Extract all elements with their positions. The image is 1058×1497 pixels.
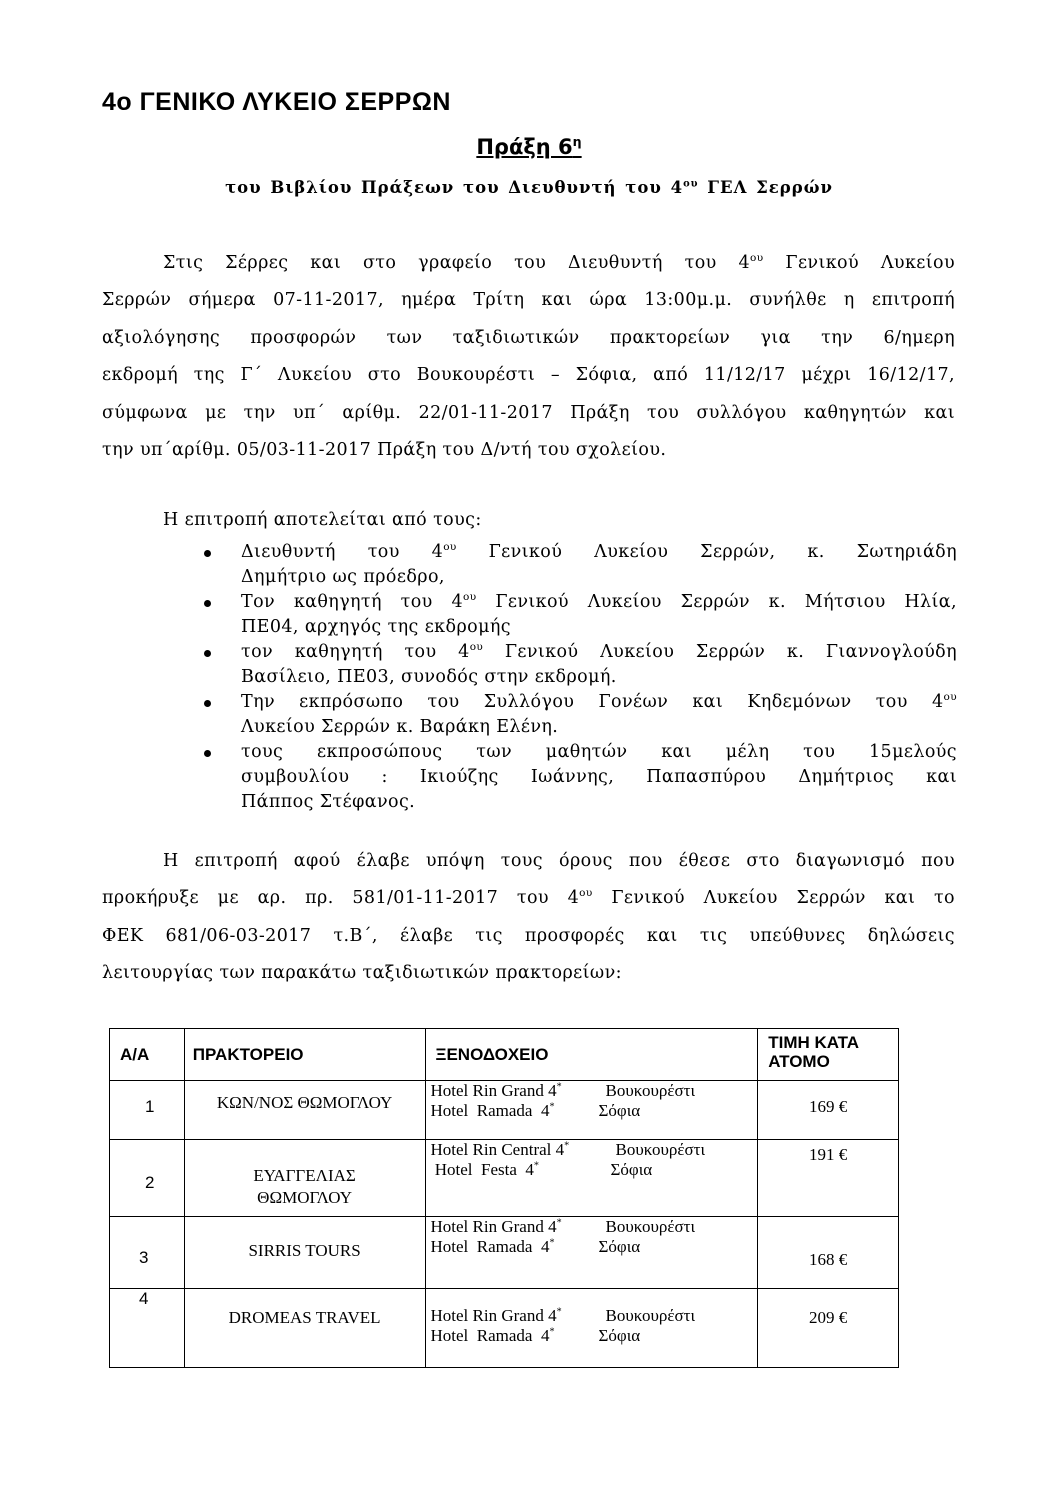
- superscript: ου: [463, 591, 477, 604]
- table-row: [110, 1081, 899, 1140]
- paragraph-line: Σερρών σήμερα 07-11-2017, ημέρα Τρίτη και ώρα 13:00μ.μ. συνήλθε η επιτροπή: [102, 290, 955, 311]
- price-value: 169 €: [809, 1097, 848, 1116]
- title-text: Πράξη 6: [476, 135, 573, 159]
- price-value: 209 €: [809, 1308, 848, 1327]
- subtitle-text-b: ΓΕΛ Σερρών: [698, 178, 833, 197]
- bullet-icon: [204, 740, 212, 765]
- hotel-line: [430, 1217, 696, 1236]
- agency-name: SIRRIS TOURS: [248, 1241, 361, 1260]
- bullet-icon: [204, 540, 212, 565]
- text-segment: Τον καθηγητή του 4: [241, 592, 464, 612]
- hotel-name: Hotel Rin Grand 4: [430, 1306, 557, 1325]
- superscript: ου: [750, 252, 764, 265]
- star-mark: *: [556, 1217, 562, 1229]
- cell-price: [758, 1081, 899, 1140]
- hotel-line: [430, 1237, 641, 1256]
- text-segment: Στις Σέρρες και στο γραφείο του Διευθυντή του 4: [163, 253, 751, 273]
- list-item: [206, 590, 957, 640]
- hotel-line: [430, 1160, 653, 1179]
- row-number: 1: [145, 1097, 155, 1116]
- cell-hotel: [425, 1081, 758, 1140]
- hotel-name: Hotel Rin Grand 4: [430, 1217, 557, 1236]
- star-mark: *: [556, 1081, 562, 1093]
- hotel-line: [430, 1101, 641, 1120]
- cell-agency: [184, 1081, 425, 1140]
- agency-name: ΚΩΝ/ΝΟΣ ΘΩΜΟΓΛΟΥ: [216, 1093, 393, 1112]
- list-line: συμβουλίου : Ικιούζης Ιωάννης, Παπασπύρου Δημήτριος και: [241, 767, 957, 787]
- table-row: [110, 1140, 899, 1217]
- header-hotel: ΞΕΝΟΔΟΧΕΙΟ: [425, 1029, 758, 1081]
- list-item: [206, 740, 957, 815]
- paragraph-line: σύμφωνα με την υπ΄ αρίθμ. 22/01-11-2017 Πράξη του συλλόγου καθηγητών και: [102, 402, 955, 423]
- text-segment: Γενικού Λυκείου Σερρών κ. Γιαννογλούδη: [483, 642, 957, 662]
- title-sup: η: [572, 134, 582, 149]
- table-row: [110, 1217, 899, 1289]
- cell-aa: [110, 1217, 185, 1289]
- agency-name: ΕΥΑΓΓΕΛΙΑΣ ΘΩΜΟΓΛΟΥ: [253, 1166, 356, 1207]
- bullet-icon: [204, 640, 212, 665]
- offers-table: [109, 1028, 899, 1368]
- cell-price: [758, 1140, 899, 1217]
- hotel-city: Βουκουρέστι: [605, 1306, 696, 1325]
- paragraph-line: ΦΕΚ 681/06-03-2017 τ.Β΄, έλαβε τις προσφορές και τις υπεύθυνες δηλώσεις: [102, 925, 955, 946]
- list-item: [206, 690, 957, 740]
- star-mark: *: [533, 1160, 540, 1172]
- hotel-city: Σόφια: [598, 1326, 641, 1345]
- cell-agency: [184, 1289, 425, 1368]
- table-header-row: [110, 1029, 899, 1081]
- text-segment: Γενικού Λυκείου Σερρών και το: [592, 888, 955, 909]
- superscript: ου: [469, 641, 484, 654]
- agency-name: DROMEAS TRAVEL: [228, 1308, 381, 1327]
- school-name: 4ο ΓΕΝΙΚΟ ΛΥΚΕΙΟ ΣΕΡΡΩΝ: [102, 88, 451, 116]
- row-number: 3: [139, 1248, 149, 1267]
- list-line: [241, 640, 957, 665]
- list-line: [241, 540, 957, 565]
- hotel-city: Βουκουρέστι: [605, 1217, 696, 1236]
- hotel-line: [430, 1306, 696, 1325]
- text-segment: Διευθυντή του 4: [241, 542, 444, 562]
- list-line: τους εκπροσώπους των μαθητών και μέλη του 15μελούς: [241, 742, 957, 762]
- superscript: ου: [579, 887, 593, 900]
- row-number: 4: [139, 1289, 149, 1308]
- subtitle-text-a: του Βιβλίου Πράξεων του Διευθυντή του 4: [225, 178, 684, 197]
- hotel-name: Hotel Rin Grand 4: [430, 1081, 557, 1100]
- cell-hotel: [425, 1217, 758, 1289]
- list-item: [206, 540, 957, 590]
- cell-price: [758, 1217, 899, 1289]
- hotel-line: [430, 1326, 641, 1345]
- cell-hotel: [425, 1289, 758, 1368]
- list-line: Δημήτριο ως πρόεδρο,: [241, 567, 445, 587]
- hotel-line: [430, 1081, 696, 1100]
- hotel-city: Σόφια: [610, 1160, 653, 1179]
- hotel-name: Hotel Ramada 4: [430, 1326, 550, 1345]
- list-line: Πάππος Στέφανος.: [241, 792, 416, 812]
- cell-price: [758, 1289, 899, 1368]
- hotel-name: Hotel Rin Central 4: [430, 1140, 565, 1159]
- hotel-name: Hotel Ramada 4: [430, 1101, 550, 1120]
- superscript: ου: [943, 691, 957, 704]
- cell-aa: [110, 1081, 185, 1140]
- hotel-city: Σόφια: [598, 1237, 641, 1256]
- paragraph-line: εκδρομή της Γ΄ Λυκείου στο Βουκουρέστι – Σόφια, από 11/12/17 μέχρι 16/12/17,: [102, 365, 955, 386]
- list-line: Λυκείου Σερρών κ. Βαράκη Ελένη.: [241, 717, 559, 737]
- list-item: [206, 640, 957, 690]
- cell-agency: [184, 1140, 425, 1217]
- paragraph-line: λειτουργίας των παρακάτω ταξιδιωτικών πρακτορείων:: [102, 963, 622, 984]
- hotel-city: Βουκουρέστι: [605, 1081, 696, 1100]
- star-mark: *: [564, 1140, 570, 1152]
- row-number: 2: [145, 1173, 155, 1192]
- paragraph-meeting: [102, 245, 955, 469]
- header-agency: ΠΡΑΚΤΟΡΕΙΟ: [184, 1029, 425, 1081]
- document-title: [0, 135, 1058, 159]
- bullet-icon: [204, 590, 212, 615]
- hotel-name: Hotel Ramada 4: [430, 1237, 550, 1256]
- superscript: ου: [443, 541, 457, 554]
- header-price: ΤΙΜΗ ΚΑΤΑ ΑΤΟΜΟ: [758, 1029, 899, 1081]
- table-row: [110, 1289, 899, 1368]
- cell-aa: [110, 1140, 185, 1217]
- committee-list: [206, 540, 957, 815]
- hotel-city: Σόφια: [598, 1101, 641, 1120]
- paragraph-line: [102, 245, 955, 282]
- text-segment: προκήρυξε με αρ. πρ. 581/01-11-2017 του 4: [102, 888, 580, 909]
- text-segment: Την εκπρόσωπο του Συλλόγου Γονέων και Κηδεμόνων του 4: [241, 692, 944, 712]
- committee-intro: Η επιτροπή αποτελείται από τους:: [163, 510, 482, 530]
- cell-aa: [110, 1289, 185, 1368]
- hotel-city: Βουκουρέστι: [615, 1140, 706, 1159]
- list-line: ΠΕ04, αρχηγός της εκδρομής: [241, 617, 511, 637]
- subtitle-sup: ου: [683, 178, 699, 190]
- document-subtitle: [0, 178, 1058, 197]
- cell-hotel: [425, 1140, 758, 1217]
- header-aa: Α/Α: [110, 1029, 185, 1081]
- price-value: 191 €: [809, 1145, 848, 1164]
- list-line: [241, 690, 957, 715]
- paragraph-offers: [102, 843, 955, 993]
- paragraph-line: Η επιτροπή αφού έλαβε υπόψη τους όρους που έθεσε στο διαγωνισμό που: [163, 851, 955, 871]
- star-mark: *: [556, 1306, 562, 1318]
- hotel-name: Hotel Festa 4: [430, 1160, 534, 1179]
- bullet-icon: [204, 690, 212, 715]
- star-mark: *: [549, 1326, 555, 1338]
- star-mark: *: [549, 1237, 555, 1249]
- text-segment: Γενικού Λυκείου Σερρών, κ. Σωτηριάδη: [456, 542, 957, 562]
- text-segment: Γενικού Λυκείου Σερρών κ. Μήτσιου Ηλία,: [476, 592, 957, 612]
- paragraph-line: αξιολόγησης προσφορών των ταξιδιωτικών πρακτορείων για την 6/ημερη: [102, 327, 955, 348]
- paragraph-line: την υπ΄αρίθμ. 05/03-11-2017 Πράξη του Δ/ντή του σχολείου.: [102, 439, 667, 460]
- list-line: [241, 590, 957, 615]
- star-mark: *: [549, 1101, 555, 1113]
- price-value: 168 €: [809, 1250, 848, 1269]
- list-line: Βασίλειο, ΠΕ03, συνοδός στην εκδρομή.: [241, 667, 617, 687]
- cell-agency: [184, 1217, 425, 1289]
- text-segment: τον καθηγητή του 4: [241, 642, 470, 662]
- text-segment: Γενικού Λυκείου: [763, 253, 955, 273]
- hotel-line: [430, 1140, 706, 1159]
- paragraph-line: [102, 880, 955, 917]
